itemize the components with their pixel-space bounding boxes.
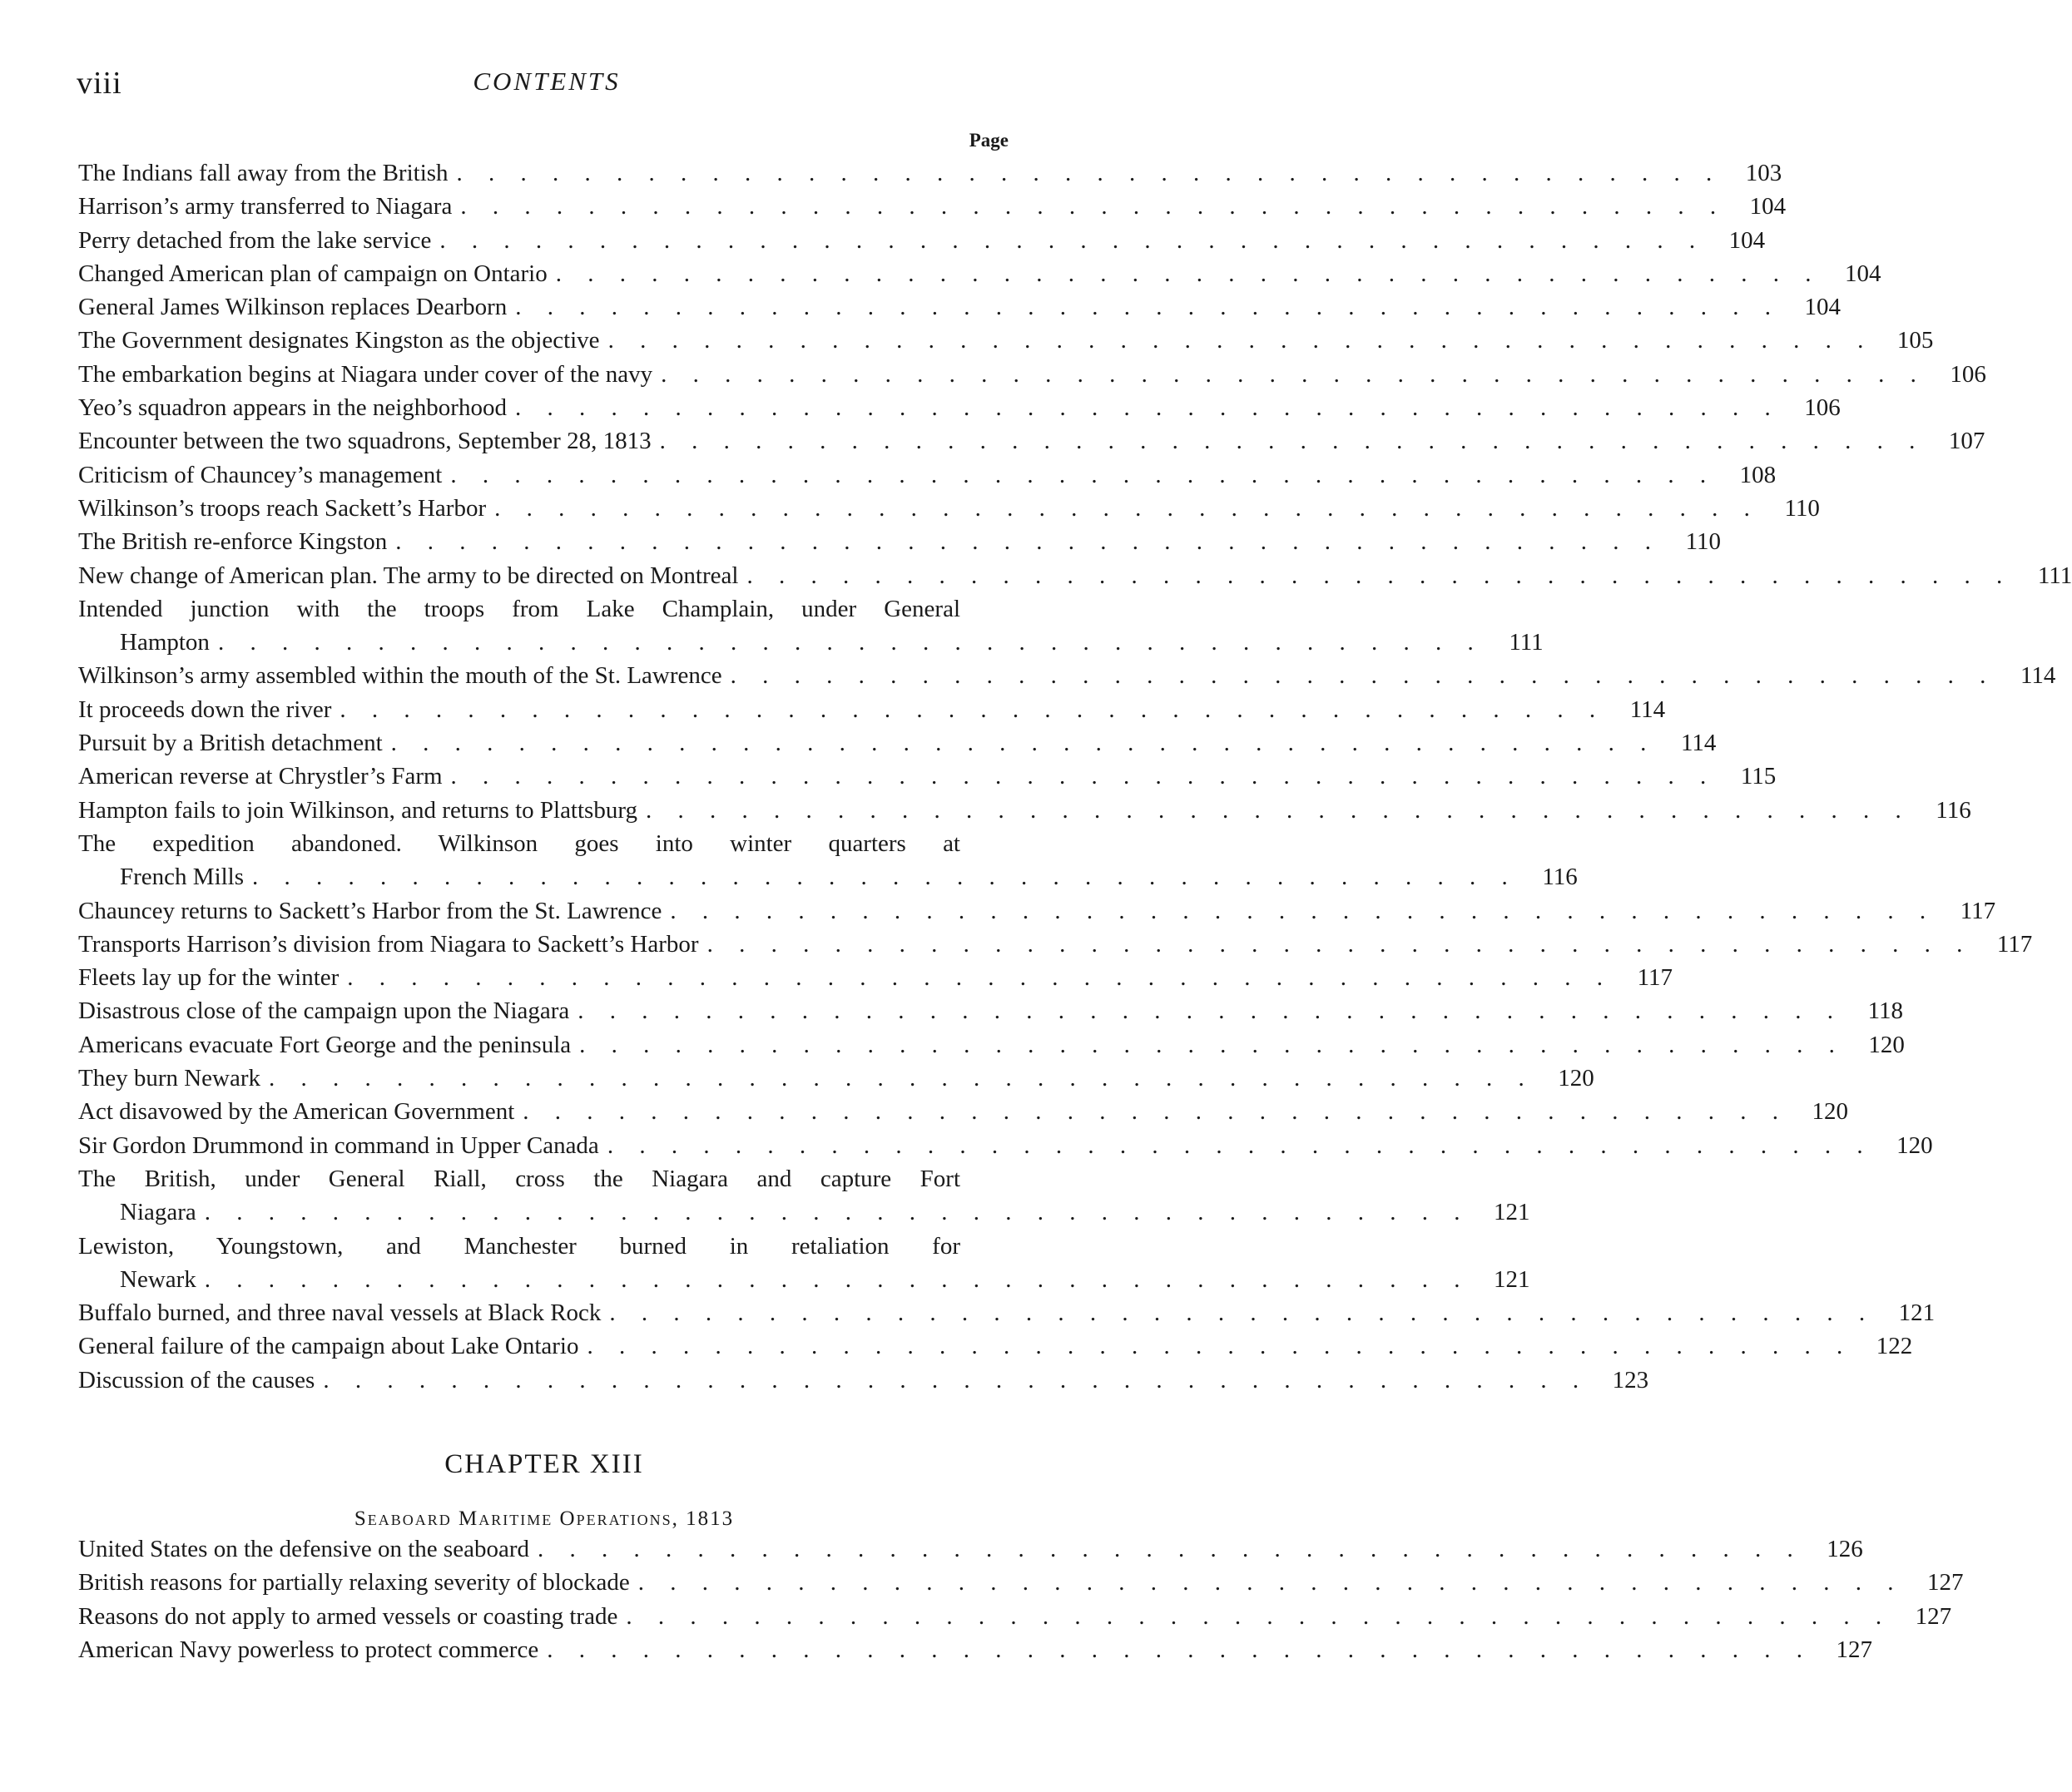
dot-leader: . . . . . . . . . . . . . . . . . . . . . . . . . . . . . . . . . . . . . . . . bbox=[587, 1333, 1853, 1360]
toc-entry-title: American Navy powerless to protect commerce bbox=[78, 1636, 539, 1663]
toc-entry-title: Hampton fails to join Wilkinson, and returns to Plattsburg bbox=[78, 796, 637, 824]
running-head-title: CONTENTS bbox=[473, 67, 621, 96]
toc-entry bbox=[78, 391, 1841, 424]
toc-entry bbox=[78, 1195, 1530, 1229]
toc-entry bbox=[78, 693, 1666, 726]
dot-leader: . . . . . . . . . . . . . . . . . . . . . . . . . . . . . . . . . . . . . . . . bbox=[730, 662, 1996, 690]
toc-entry-title: Transports Harrison’s division from Niagara to Sackett’s Harbor bbox=[78, 930, 699, 958]
chapter-subtitle: Seaboard Maritime Operations, 1813 bbox=[354, 1507, 735, 1530]
dot-leader: . . . . . . . . . . . . . . . . . . . . . . . . . . . . . . . . . . . . . . . . bbox=[670, 897, 1936, 924]
toc-page-number: 110 bbox=[1685, 528, 1722, 556]
toc-entry bbox=[78, 894, 1996, 928]
toc-page-number: 106 bbox=[1804, 394, 1841, 422]
toc-entry-title: The British re-enforce Kingston bbox=[78, 528, 388, 556]
toc-entry-title: Pursuit by a British detachment bbox=[78, 730, 383, 757]
toc-entry-title: Buffalo burned, and three naval vessels at Black Rock bbox=[78, 1299, 602, 1327]
toc-entry-title: Fleets lay up for the winter bbox=[78, 964, 340, 992]
toc-entry-title: Yeo’s squadron appears in the neighborhood bbox=[78, 394, 507, 422]
toc-entry-title: United States on the defensive on the seaboard bbox=[78, 1536, 529, 1562]
dot-leader: . . . . . . . . . . . . . . . . . . . . . . . . . . . . . . . . . . . . . . . . bbox=[460, 193, 1727, 220]
toc-page-number: 104 bbox=[1844, 260, 1881, 287]
toc-page-number: 116 bbox=[1936, 796, 1971, 824]
toc-entry bbox=[78, 726, 1717, 760]
dot-leader: . . . . . . . . . . . . . . . . . . . . . . . . . . . . . . . . . . . . . . . . bbox=[661, 360, 1926, 388]
dot-leader: . . . . . . . . . . . . . . . . . . . . . . . . . . . . . . . . . . . . . . . . bbox=[494, 494, 1760, 522]
toc-entry-title: Act disavowed by the American Government bbox=[78, 1098, 515, 1126]
toc-entry-title: The British, under General Riall, cross the Niagara and capture Fort bbox=[78, 1165, 960, 1192]
dot-leader: . . . . . . . . . . . . . . . . . . . . . . . . . . . . . . . . . . . . . . . . bbox=[555, 260, 1822, 287]
toc-page-number: 123 bbox=[1612, 1366, 1649, 1394]
toc-entry bbox=[78, 1633, 1872, 1666]
toc-page-number: 107 bbox=[1948, 428, 1985, 455]
toc-entry bbox=[78, 224, 1766, 257]
toc-entry bbox=[78, 1296, 1936, 1329]
dot-leader: . . . . . . . . . . . . . . . . . . . . . . . . . . . . . . . . . . . . . . . . bbox=[514, 394, 1781, 422]
toc-entry bbox=[78, 1566, 1964, 1599]
dot-leader: . . . . . . . . . . . . . . . . . . . . . . . . . . . . . . . . . . . . . . . . bbox=[450, 461, 1717, 488]
dot-leader: . . . . . . . . . . . . . . . . . . . . . . . . . . . . . . . . . . . . . . . . bbox=[645, 796, 1911, 824]
dot-leader: . . . . . . . . . . . . . . . . . . . . . . . . . . . . . . . . . . . . . . . . bbox=[746, 562, 2013, 589]
toc-page-number: 121 bbox=[1494, 1265, 1530, 1293]
toc-page-number: 117 bbox=[1637, 964, 1673, 992]
toc-entry-title: General James Wilkinson replaces Dearborn bbox=[78, 294, 508, 321]
toc-entry bbox=[78, 1600, 1952, 1633]
toc-entry-title: Sir Gordon Drummond in command in Upper Canada bbox=[78, 1131, 599, 1159]
toc-entry-title: Wilkinson’s army assembled within the mouth of the St. Lawrence bbox=[78, 662, 722, 690]
toc-entry bbox=[78, 1329, 1913, 1363]
toc-page-number: 121 bbox=[1898, 1299, 1936, 1327]
toc-entry bbox=[78, 458, 1777, 492]
toc-entry-title: It proceeds down the river bbox=[78, 696, 332, 723]
toc-entry bbox=[78, 525, 1722, 558]
dot-leader: . . . . . . . . . . . . . . . . . . . . . . . . . . . . . . . . . . . . . . . . bbox=[269, 1065, 1534, 1092]
toc-entry bbox=[78, 257, 1881, 290]
toc-entry-title: Encounter between the two squadrons, September 28, 1813 bbox=[78, 428, 652, 455]
contents-list-part1 bbox=[78, 156, 2072, 1397]
toc-page-number: 111 bbox=[2037, 562, 2072, 589]
dot-leader: . . . . . . . . . . . . . . . . . . . . . . . . . . . . . . . . . . . . . . . . bbox=[390, 730, 1657, 757]
toc-entry bbox=[78, 358, 1986, 391]
toc-entry-title: Harrison’s army transferred to Niagara bbox=[78, 193, 453, 220]
toc-page-number: 120 bbox=[1868, 1031, 1905, 1058]
toc-entry bbox=[78, 156, 1782, 190]
toc-entry bbox=[78, 659, 2056, 692]
toc-entry-title: Changed American plan of campaign on Ontario bbox=[78, 260, 548, 287]
toc-entry bbox=[78, 760, 1777, 793]
toc-page-number: 122 bbox=[1876, 1333, 1913, 1360]
toc-entry-line bbox=[78, 592, 1012, 626]
toc-page-number: 121 bbox=[1494, 1199, 1530, 1226]
toc-entry bbox=[78, 1263, 1530, 1296]
dot-leader: . . . . . . . . . . . . . . . . . . . . . . . . . . . . . . . . . . . . . . . . bbox=[395, 528, 1662, 556]
toc-page-number: 114 bbox=[2020, 662, 2056, 690]
dot-leader: . . . . . . . . . . . . . . . . . . . . . . . . . . . . . . . . . . . . . . . . bbox=[607, 1131, 1873, 1159]
toc-entry bbox=[78, 961, 1673, 994]
dot-leader: . . . . . . . . . . . . . . . . . . . . . . . . . . . . . . . . . . . . . . . . bbox=[323, 1366, 1589, 1394]
toc-entry-title: The embarkation begins at Niagara under cover of the navy bbox=[78, 360, 653, 388]
dot-leader: . . . . . . . . . . . . . . . . . . . . . . . . . . . . . . . . . . . . . . . . bbox=[217, 629, 1484, 656]
toc-entry bbox=[78, 1062, 1594, 1095]
toc-page-number: 127 bbox=[1836, 1636, 1872, 1663]
toc-entry bbox=[78, 1129, 1933, 1162]
toc-entry-title: Americans evacuate Fort George and the peninsula bbox=[78, 1031, 572, 1058]
page-number-folio: viii bbox=[77, 66, 122, 101]
toc-entry-title: The Government designates Kingston as the objective bbox=[78, 327, 600, 354]
dot-leader: . . . . . . . . . . . . . . . . . . . . . . . . . . . . . . . . . . . . . . . . bbox=[515, 294, 1782, 321]
toc-page-number: 117 bbox=[1996, 930, 2033, 958]
toc-entry-title: Wilkinson’s troops reach Sackett’s Harbor bbox=[78, 494, 487, 522]
toc-entry-title: Discussion of the causes bbox=[78, 1366, 315, 1394]
toc-page-number: 116 bbox=[1542, 864, 1578, 891]
toc-entry-title-continuation: Niagara bbox=[120, 1199, 196, 1226]
toc-entry-title: Chauncey returns to Sackett’s Harbor from the St. Lawrence bbox=[78, 897, 662, 924]
toc-page-number: 104 bbox=[1728, 226, 1766, 254]
toc-page-number: 120 bbox=[1558, 1065, 1594, 1092]
toc-entry bbox=[78, 190, 1787, 223]
toc-entry-line bbox=[78, 1162, 1012, 1195]
dot-leader: . . . . . . . . . . . . . . . . . . . . . . . . . . . . . . . . . . . . . . . . bbox=[439, 226, 1706, 254]
dot-leader: . . . . . . . . . . . . . . . . . . . . . . . . . . . . . . . . . . . . . . . . bbox=[204, 1265, 1470, 1293]
toc-entry-title-continuation: French Mills bbox=[120, 864, 245, 891]
toc-entry bbox=[78, 860, 1578, 894]
toc-entry bbox=[78, 994, 1904, 1027]
toc-page-number: 108 bbox=[1739, 461, 1777, 488]
toc-page-number: 118 bbox=[1867, 997, 1904, 1025]
toc-entry bbox=[78, 1364, 1649, 1397]
toc-entry bbox=[78, 928, 2033, 961]
toc-page-number: 117 bbox=[1960, 897, 1996, 924]
toc-entry-title: American reverse at Chrystler’s Farm bbox=[78, 763, 443, 790]
chapter-heading: CHAPTER XIII bbox=[444, 1449, 644, 1479]
page-column-label: Page bbox=[969, 130, 1009, 151]
running-head bbox=[77, 65, 1017, 115]
toc-page-number: 111 bbox=[1509, 629, 1544, 656]
dot-leader: . . . . . . . . . . . . . . . . . . . . . . . . . . . . . . . . . . . . . . . . bbox=[252, 864, 1518, 891]
toc-page-number: 110 bbox=[1784, 494, 1820, 522]
toc-entry bbox=[78, 626, 1544, 659]
dot-leader: . . . . . . . . . . . . . . . . . . . . . . . . . . . . . . . . . . . . . . . . bbox=[523, 1098, 1789, 1126]
dot-leader: . . . . . . . . . . . . . . . . . . . . . . . . . . . . . . . . . . . . . . . . bbox=[609, 1299, 1876, 1327]
dot-leader: . . . . . . . . . . . . . . . . . . . . . . . . . . . . . . . . . . . . . . . . bbox=[204, 1199, 1470, 1226]
toc-entry-title: The expedition abandoned. Wilkinson goes into winter quarters at bbox=[78, 829, 960, 857]
dot-leader: . . . . . . . . . . . . . . . . . . . . . . . . . . . . . . . . . . . . . . . . bbox=[577, 997, 1844, 1025]
dot-leader: . . . . . . . . . . . . . . . . . . . . . . . . . . . . . . . . . . . . . . . . bbox=[547, 1636, 1812, 1663]
dot-leader: . . . . . . . . . . . . . . . . . . . . . . . . . . . . . . . . . . . . . . . . bbox=[537, 1536, 1803, 1562]
toc-page-number: 104 bbox=[1804, 294, 1842, 321]
toc-entry bbox=[78, 290, 1842, 324]
dot-leader: . . . . . . . . . . . . . . . . . . . . . . . . . . . . . . . . . . . . . . . . bbox=[450, 763, 1717, 790]
toc-entry bbox=[78, 424, 1985, 458]
toc-page-number: 127 bbox=[1927, 1569, 1964, 1596]
toc-entry-title: Reasons do not apply to armed vessels or coasting trade bbox=[78, 1602, 618, 1630]
toc-page-number: 114 bbox=[1680, 730, 1717, 757]
toc-page-number: 103 bbox=[1745, 160, 1782, 186]
toc-entry bbox=[78, 559, 2072, 592]
toc-entry-line bbox=[78, 1230, 1012, 1263]
dot-leader: . . . . . . . . . . . . . . . . . . . . . . . . . . . . . . . . . . . . . . . . bbox=[706, 930, 1973, 958]
toc-entry bbox=[78, 324, 1934, 357]
dot-leader: . . . . . . . . . . . . . . . . . . . . . . . . . . . . . . . . . . . . . . . . bbox=[659, 428, 1926, 455]
toc-entry bbox=[78, 1028, 1905, 1062]
toc-entry-line bbox=[78, 827, 1012, 860]
toc-page-number: 106 bbox=[1950, 360, 1986, 388]
toc-entry-title: Disastrous close of the campaign upon the Niagara bbox=[78, 997, 570, 1025]
toc-entry-title: Criticism of Chauncey’s management bbox=[78, 461, 443, 488]
toc-page-number: 120 bbox=[1812, 1098, 1849, 1126]
toc-entry bbox=[78, 1095, 1849, 1128]
toc-entry bbox=[78, 492, 1820, 525]
dot-leader: . . . . . . . . . . . . . . . . . . . . . . . . . . . . . . . . . . . . . . . . bbox=[347, 964, 1613, 992]
toc-page-number: 115 bbox=[1740, 763, 1777, 790]
toc-entry-title: Intended junction with the troops from Lake Champlain, under General bbox=[78, 595, 960, 622]
toc-page-number: 104 bbox=[1749, 193, 1787, 220]
toc-entry-title: British reasons for partially relaxing severity of blockade bbox=[78, 1569, 630, 1596]
toc-page-number: 114 bbox=[1629, 696, 1666, 723]
toc-entry bbox=[78, 1532, 1863, 1566]
contents-list-part2 bbox=[78, 1532, 1964, 1666]
toc-page-number: 105 bbox=[1896, 327, 1934, 354]
toc-page-number: 127 bbox=[1915, 1602, 1952, 1630]
toc-entry-title: General failure of the campaign about Lake Ontario bbox=[78, 1333, 579, 1360]
toc-entry-title: New change of American plan. The army to be directed on Montreal bbox=[78, 562, 739, 589]
dot-leader: . . . . . . . . . . . . . . . . . . . . . . . . . . . . . . . . . . . . . . . . bbox=[626, 1602, 1892, 1630]
dot-leader: . . . . . . . . . . . . . . . . . . . . . . . . . . . . . . . . . . . . . . . . bbox=[456, 160, 1723, 186]
toc-entry-title-continuation: Newark bbox=[120, 1265, 196, 1293]
toc-entry-title: The Indians fall away from the British bbox=[78, 160, 449, 186]
toc-entry-title-continuation: Hampton bbox=[120, 629, 210, 656]
toc-entry-title: Perry detached from the lake service bbox=[78, 226, 432, 254]
toc-entry-title: Lewiston, Youngstown, and Manchester burned in retaliation for bbox=[78, 1232, 960, 1260]
toc-page-number: 120 bbox=[1896, 1131, 1933, 1159]
dot-leader: . . . . . . . . . . . . . . . . . . . . . . . . . . . . . . . . . . . . . . . . bbox=[579, 1031, 1845, 1058]
dot-leader: . . . . . . . . . . . . . . . . . . . . . . . . . . . . . . . . . . . . . . . . bbox=[340, 696, 1606, 723]
dot-leader: . . . . . . . . . . . . . . . . . . . . . . . . . . . . . . . . . . . . . . . . bbox=[637, 1569, 1904, 1596]
dot-leader: . . . . . . . . . . . . . . . . . . . . . . . . . . . . . . . . . . . . . . . . bbox=[607, 327, 1874, 354]
toc-page-number: 126 bbox=[1827, 1536, 1863, 1562]
toc-entry-title: They burn Newark bbox=[78, 1065, 261, 1092]
toc-entry bbox=[78, 794, 1971, 827]
